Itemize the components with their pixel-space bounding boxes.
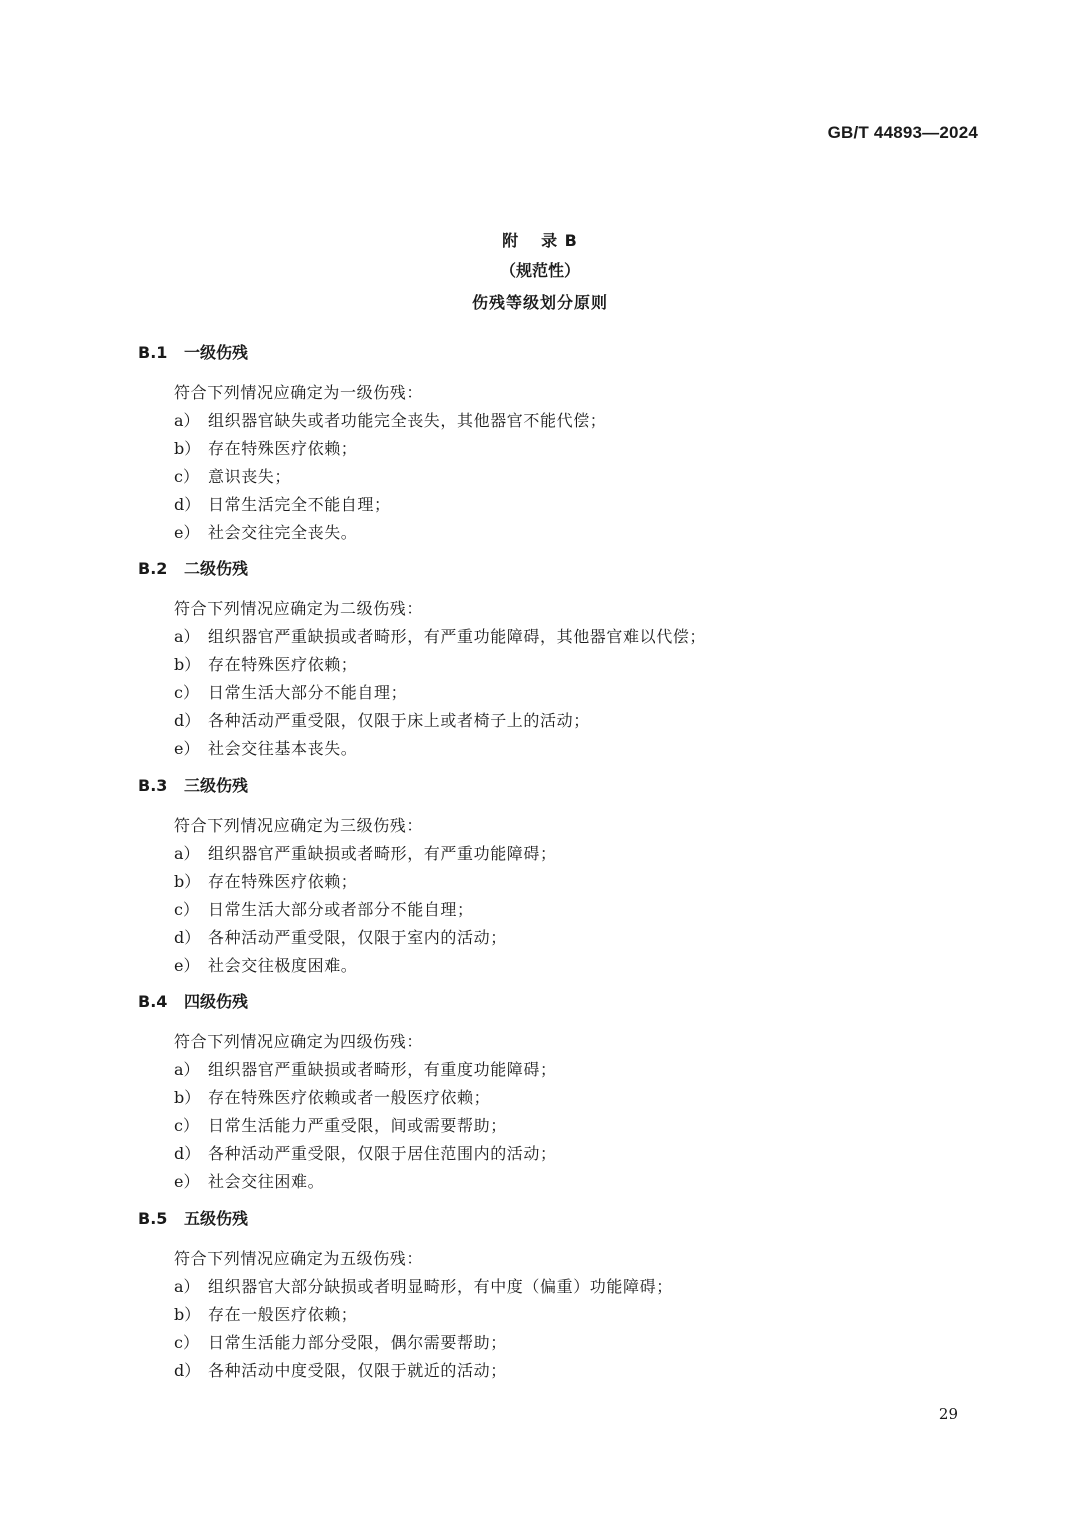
list-item — [174, 842, 557, 866]
list-item-text: 日常生活能力严重受限，间或需要帮助； — [208, 1116, 507, 1135]
list-item-text: 组织器官大部分缺损或者明显畸形，有中度（偏重）功能障碍； — [208, 1277, 673, 1296]
list-item-text: 意识丧失； — [208, 467, 292, 486]
list-item-label: e） — [174, 956, 200, 975]
list-item-label: c） — [174, 1333, 199, 1352]
list-item — [174, 1114, 507, 1138]
list-item-label: b） — [174, 655, 201, 674]
list-item-label: d） — [174, 495, 201, 514]
section-intro: 符合下列情况应确定为二级伤残： — [174, 599, 424, 618]
list-item-text: 存在特殊医疗依赖； — [208, 872, 358, 891]
list-item-text: 组织器官严重缺损或者畸形，有严重功能障碍； — [208, 844, 557, 863]
list-item-text: 组织器官严重缺损或者畸形，有严重功能障碍，其他器官难以代偿； — [208, 627, 707, 646]
section-intro: 符合下列情况应确定为五级伤残： — [174, 1249, 424, 1268]
list-item-text: 各种活动严重受限，仅限于室内的活动； — [208, 928, 507, 947]
list-item-label: e） — [174, 739, 200, 758]
list-item-text: 日常生活能力部分受限，偶尔需要帮助； — [208, 1333, 507, 1352]
section-title — [138, 774, 248, 798]
list-item-label: d） — [174, 928, 201, 947]
page-number: 29 — [938, 1405, 958, 1423]
list-item — [174, 681, 407, 705]
list-item-text: 社会交往困难。 — [208, 1172, 325, 1191]
section-title — [138, 1207, 248, 1231]
list-item-text: 组织器官严重缺损或者畸形，有重度功能障碍； — [208, 1060, 557, 1079]
section-number: B.2 — [138, 559, 168, 578]
annex-title: 伤残等级划分原则 — [471, 293, 608, 312]
list-item — [174, 1331, 507, 1355]
list-item-text: 各种活动严重受限，仅限于居住范围内的活动； — [208, 1144, 557, 1163]
section-title — [138, 557, 248, 581]
list-item-label: e） — [174, 1172, 200, 1191]
section-intro: 符合下列情况应确定为一级伤残： — [174, 383, 424, 402]
list-item-label: d） — [174, 1144, 201, 1163]
list-item — [174, 737, 357, 761]
list-item-label: b） — [174, 439, 201, 458]
list-item-text: 存在特殊医疗依赖； — [208, 655, 358, 674]
list-item — [174, 1058, 557, 1082]
list-item-label: b） — [174, 872, 201, 891]
section-number: B.5 — [138, 1209, 168, 1228]
list-item-label: b） — [174, 1305, 201, 1324]
list-item-label: b） — [174, 1088, 201, 1107]
section-title-text: 三级伤残 — [184, 776, 249, 795]
list-item — [174, 409, 606, 433]
list-item-label: a） — [174, 1277, 200, 1296]
list-item-text: 日常生活大部分不能自理； — [208, 683, 408, 702]
list-item-text: 社会交往基本丧失。 — [208, 739, 358, 758]
section-number: B.1 — [138, 343, 168, 362]
list-item — [174, 926, 507, 950]
list-item-text: 存在特殊医疗依赖或者一般医疗依赖； — [208, 1088, 491, 1107]
section-intro: 符合下列情况应确定为三级伤残： — [174, 816, 424, 835]
section-title-text: 二级伤残 — [184, 559, 249, 578]
list-item-label: c） — [174, 683, 199, 702]
list-item-text: 日常生活完全不能自理； — [208, 495, 391, 514]
list-item-text: 各种活动中度受限，仅限于就近的活动； — [208, 1361, 507, 1380]
list-item-text: 社会交往极度困难。 — [208, 956, 358, 975]
list-item-label: a） — [174, 844, 200, 863]
list-item-label: a） — [174, 1060, 200, 1079]
list-item-label: c） — [174, 467, 199, 486]
list-item — [174, 465, 291, 489]
list-item — [174, 1275, 673, 1299]
list-item-text: 存在特殊医疗依赖； — [208, 439, 358, 458]
list-item-label: a） — [174, 411, 200, 430]
annex-label: 附 — [502, 231, 520, 250]
list-item — [174, 653, 357, 677]
list-item-text: 组织器官缺失或者功能完全丧失，其他器官不能代偿； — [208, 411, 607, 430]
section-title-text: 五级伤残 — [184, 1209, 249, 1228]
list-item-text: 日常生活大部分或者部分不能自理； — [208, 900, 474, 919]
section-number: B.4 — [138, 992, 168, 1011]
annex-normative: （规范性） — [499, 261, 580, 280]
list-item-text: 存在一般医疗依赖； — [208, 1305, 358, 1324]
section-title-text: 一级伤残 — [184, 343, 249, 362]
list-item — [174, 870, 357, 894]
list-item-label: e） — [174, 523, 200, 542]
list-item — [174, 521, 357, 545]
list-item-label: c） — [174, 1116, 199, 1135]
list-item — [174, 1170, 324, 1194]
list-item-label: d） — [174, 1361, 201, 1380]
section-intro: 符合下列情况应确定为四级伤残： — [174, 1032, 424, 1051]
section-title-text: 四级伤残 — [184, 992, 249, 1011]
list-item-text: 各种活动严重受限，仅限于床上或者椅子上的活动； — [208, 711, 590, 730]
annex-heading — [0, 228, 1080, 251]
list-item — [174, 493, 391, 517]
list-item — [174, 1142, 557, 1166]
list-item-label: c） — [174, 900, 199, 919]
section-title — [138, 341, 248, 365]
list-item-label: d） — [174, 711, 201, 730]
list-item — [174, 625, 706, 649]
list-item — [174, 1303, 357, 1327]
list-item-label: a） — [174, 627, 200, 646]
annex-label-suffix: 录 B — [541, 231, 578, 250]
list-item — [174, 954, 357, 978]
list-item — [174, 437, 357, 461]
section-number: B.3 — [138, 776, 168, 795]
standard-number: GB/T 44893—2024 — [827, 123, 978, 142]
list-item — [174, 1086, 490, 1110]
list-item-text: 社会交往完全丧失。 — [208, 523, 358, 542]
section-title — [138, 990, 248, 1014]
list-item — [174, 709, 590, 733]
list-item — [174, 898, 474, 922]
list-item — [174, 1359, 507, 1383]
